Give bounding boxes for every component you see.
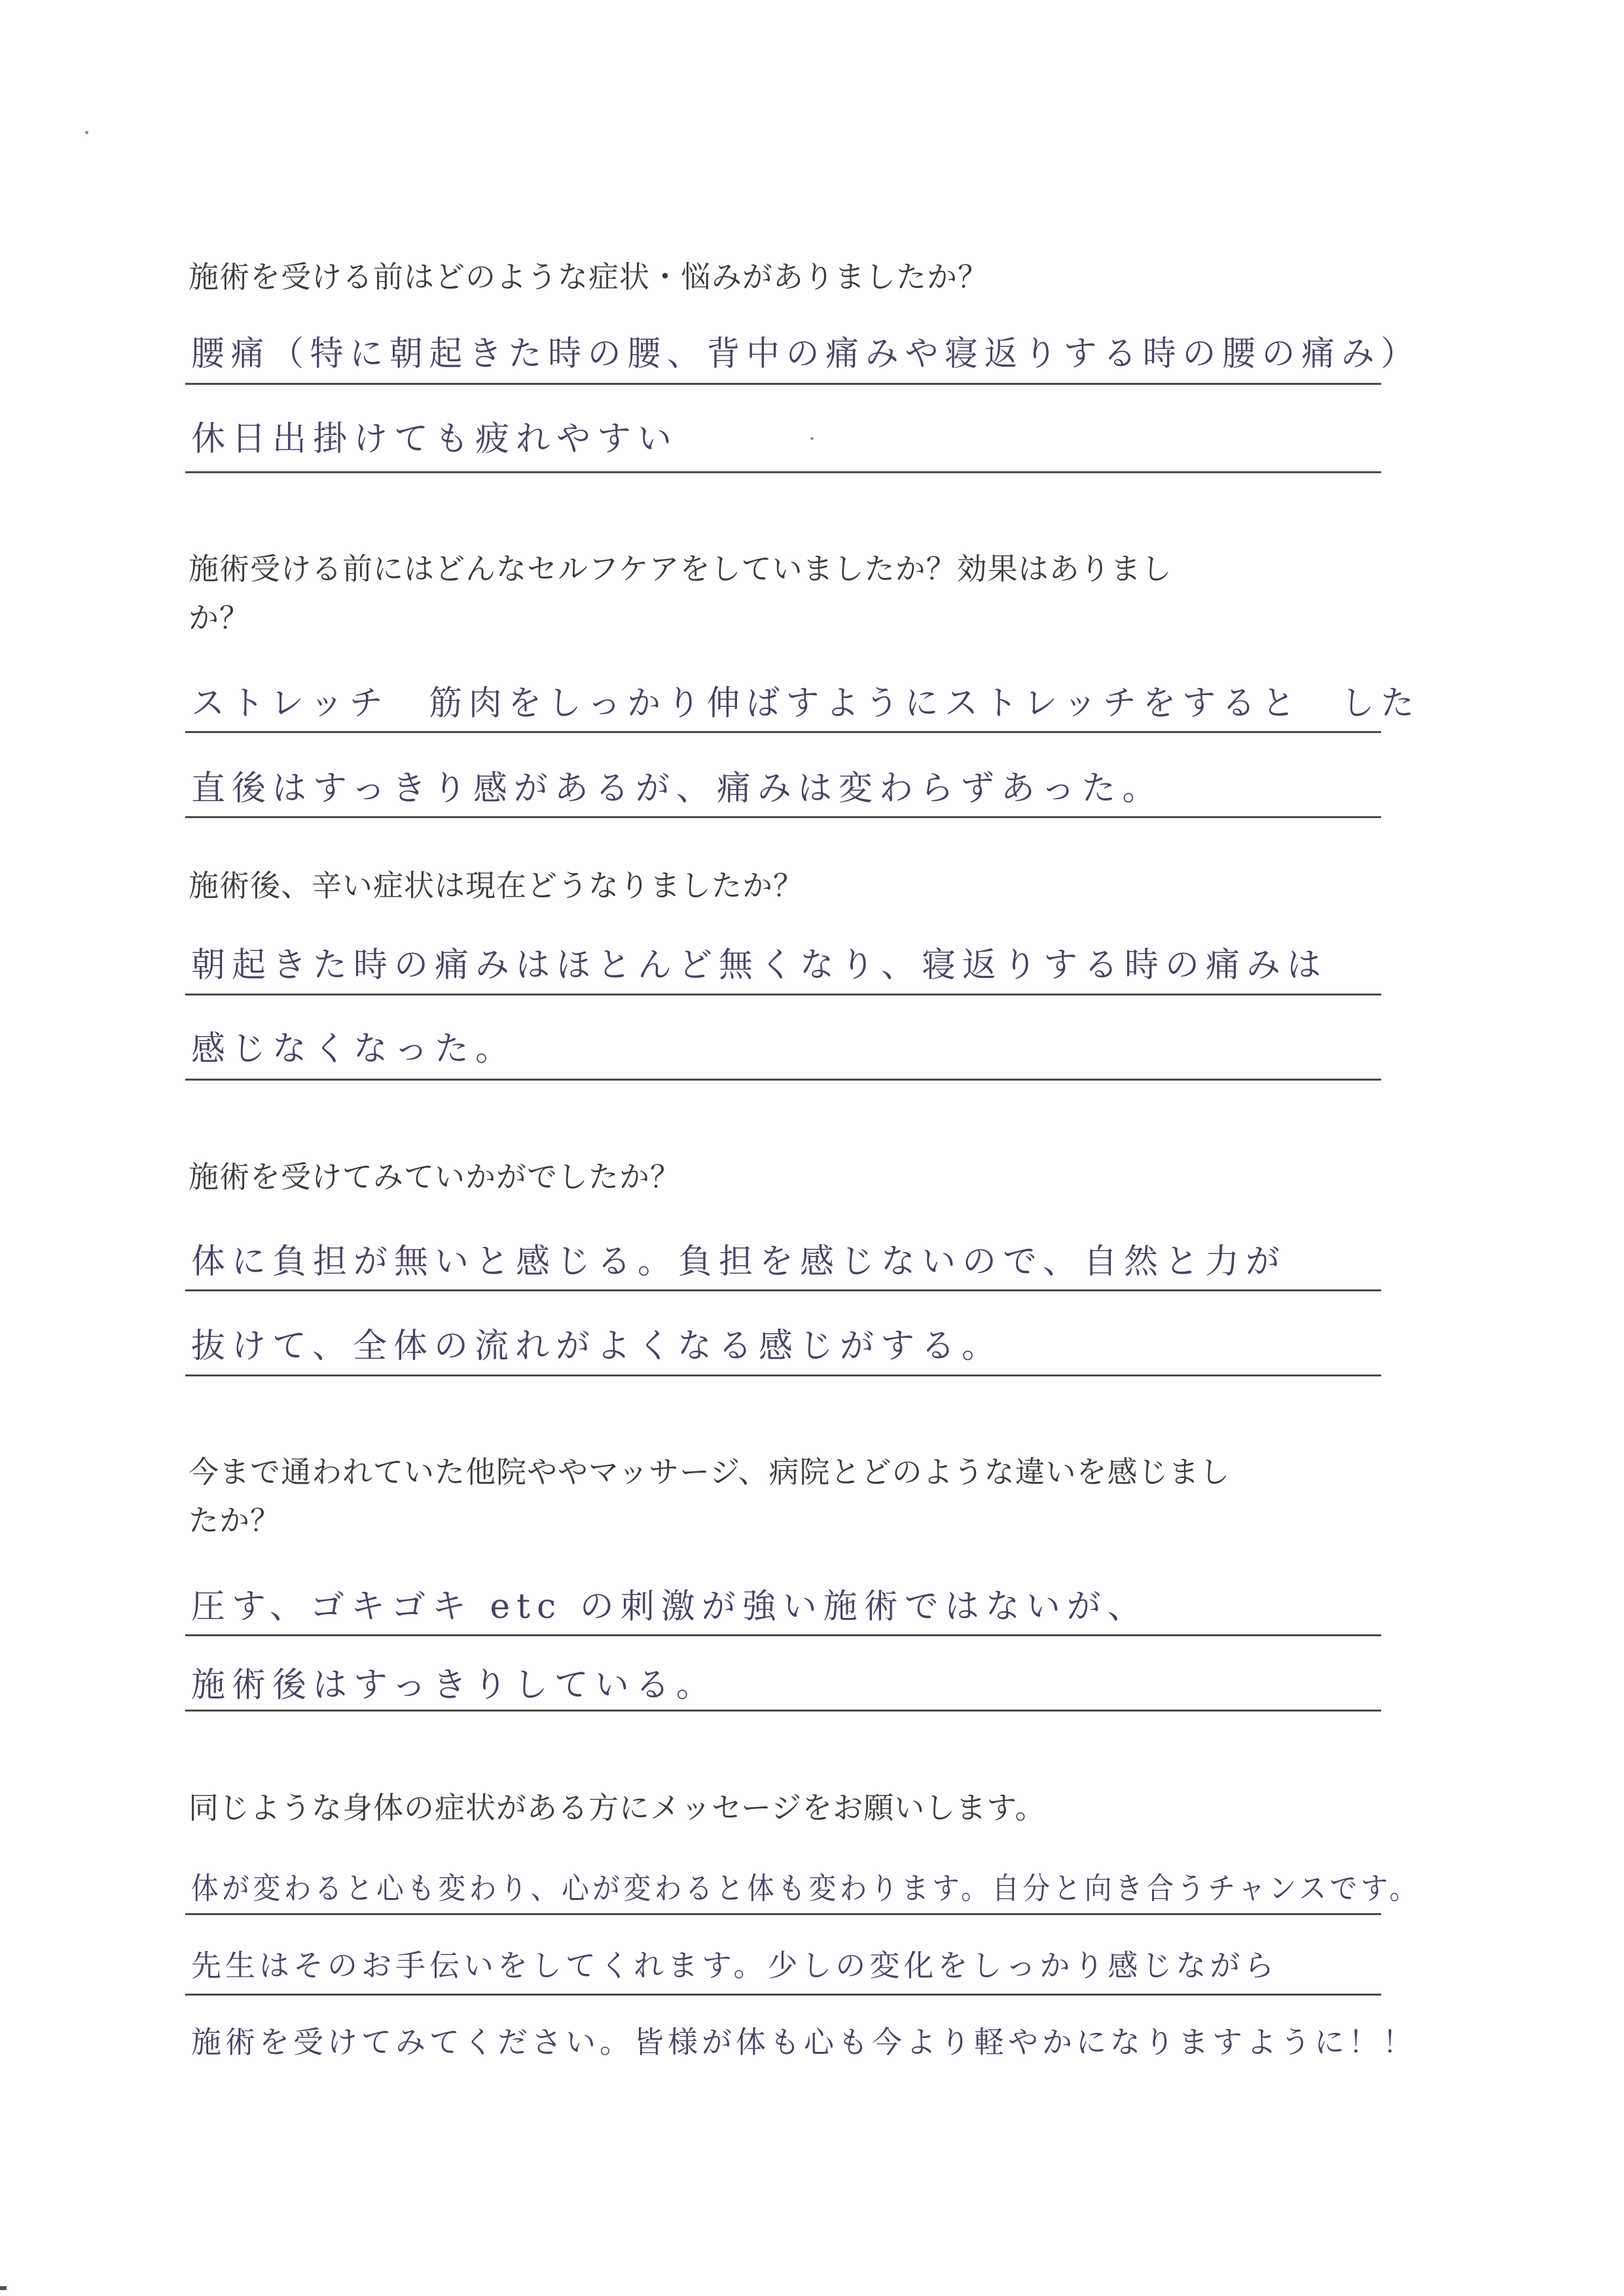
scan-speck	[85, 131, 88, 134]
question-symptoms-before: 施術を受ける前はどのような症状・悩みがありましたか？	[189, 259, 988, 295]
question-difference: 今まで通われていた他院ややマッサージ、病院とどのような違いを感じまし	[189, 1454, 1231, 1490]
answer-rule-line	[185, 1289, 1381, 1291]
handwritten-answer-line: 抜けて、全体の流れがよくなる感じがする。	[191, 1327, 1002, 1366]
answer-rule-line	[185, 471, 1381, 473]
question-selfcare-before: 施術受ける前にはどんなセルフケアをしていましたか？効果はありまし	[189, 551, 1172, 586]
handwritten-answer-line: 体が変わると心も変わり、心が変わると体も変わります。自分と向き合うチャンスです。	[191, 1871, 1420, 1906]
scan-edge-mark	[0, 2286, 7, 2290]
question-impression: 施術を受けてみていかがでしたか？	[189, 1159, 681, 1194]
handwritten-answer-line: 休日出掛けても疲れやすい	[191, 420, 679, 459]
handwritten-answer-line: ストレッチ 筋肉をしっかり伸ばすようにストレッチをすると した	[191, 684, 1420, 723]
answer-rule-line	[185, 383, 1381, 385]
answer-rule-line	[185, 1994, 1381, 1996]
answer-rule-line	[185, 816, 1381, 818]
handwritten-answer-line: 腰痛（特に朝起きた時の腰、背中の痛みや寝返りする時の腰の痛み）	[191, 334, 1421, 374]
scan-speck	[810, 437, 814, 440]
question-message: 同じような身体の症状がある方にメッセージをお願いします。	[189, 1790, 1046, 1825]
handwritten-answer-line: 先生はそのお手伝いをしてくれます。少しの変化をしっかり感じながら	[191, 1948, 1278, 1983]
handwritten-answer-line: 朝起きた時の痛みはほとんど無くなり、寝返りする時の痛みは	[191, 946, 1328, 985]
handwritten-answer-line: 感じなくなった。	[191, 1030, 516, 1069]
handwritten-answer-line: 施術を受けてみてください。皆様が体も心も今より軽やかになりますように！！	[191, 2024, 1416, 2060]
question-difference-cont: たか？	[189, 1503, 281, 1538]
answer-rule-line	[185, 731, 1381, 733]
question-current-condition: 施術後、辛い症状は現在どうなりましたか？	[189, 868, 804, 903]
answer-rule-line	[185, 1710, 1381, 1712]
answer-rule-line	[185, 1374, 1381, 1376]
handwritten-answer-line: 施術後はすっきりしている。	[191, 1666, 717, 1705]
answer-rule-line	[185, 1634, 1381, 1636]
handwritten-answer-line: 圧す、ゴキゴキ etc の刺激が強い施術ではないが、	[191, 1587, 1148, 1626]
handwritten-answer-line: 直後はすっきり感があるが、痛みは変わらずあった。	[191, 769, 1163, 808]
answer-rule-line	[185, 1913, 1381, 1915]
handwritten-answer-line: 体に負担が無いと感じる。負担を感じないので、自然と力が	[191, 1242, 1286, 1282]
question-selfcare-before-cont: か？	[189, 600, 250, 636]
answer-rule-line	[185, 994, 1381, 996]
answer-rule-line	[185, 1079, 1381, 1081]
